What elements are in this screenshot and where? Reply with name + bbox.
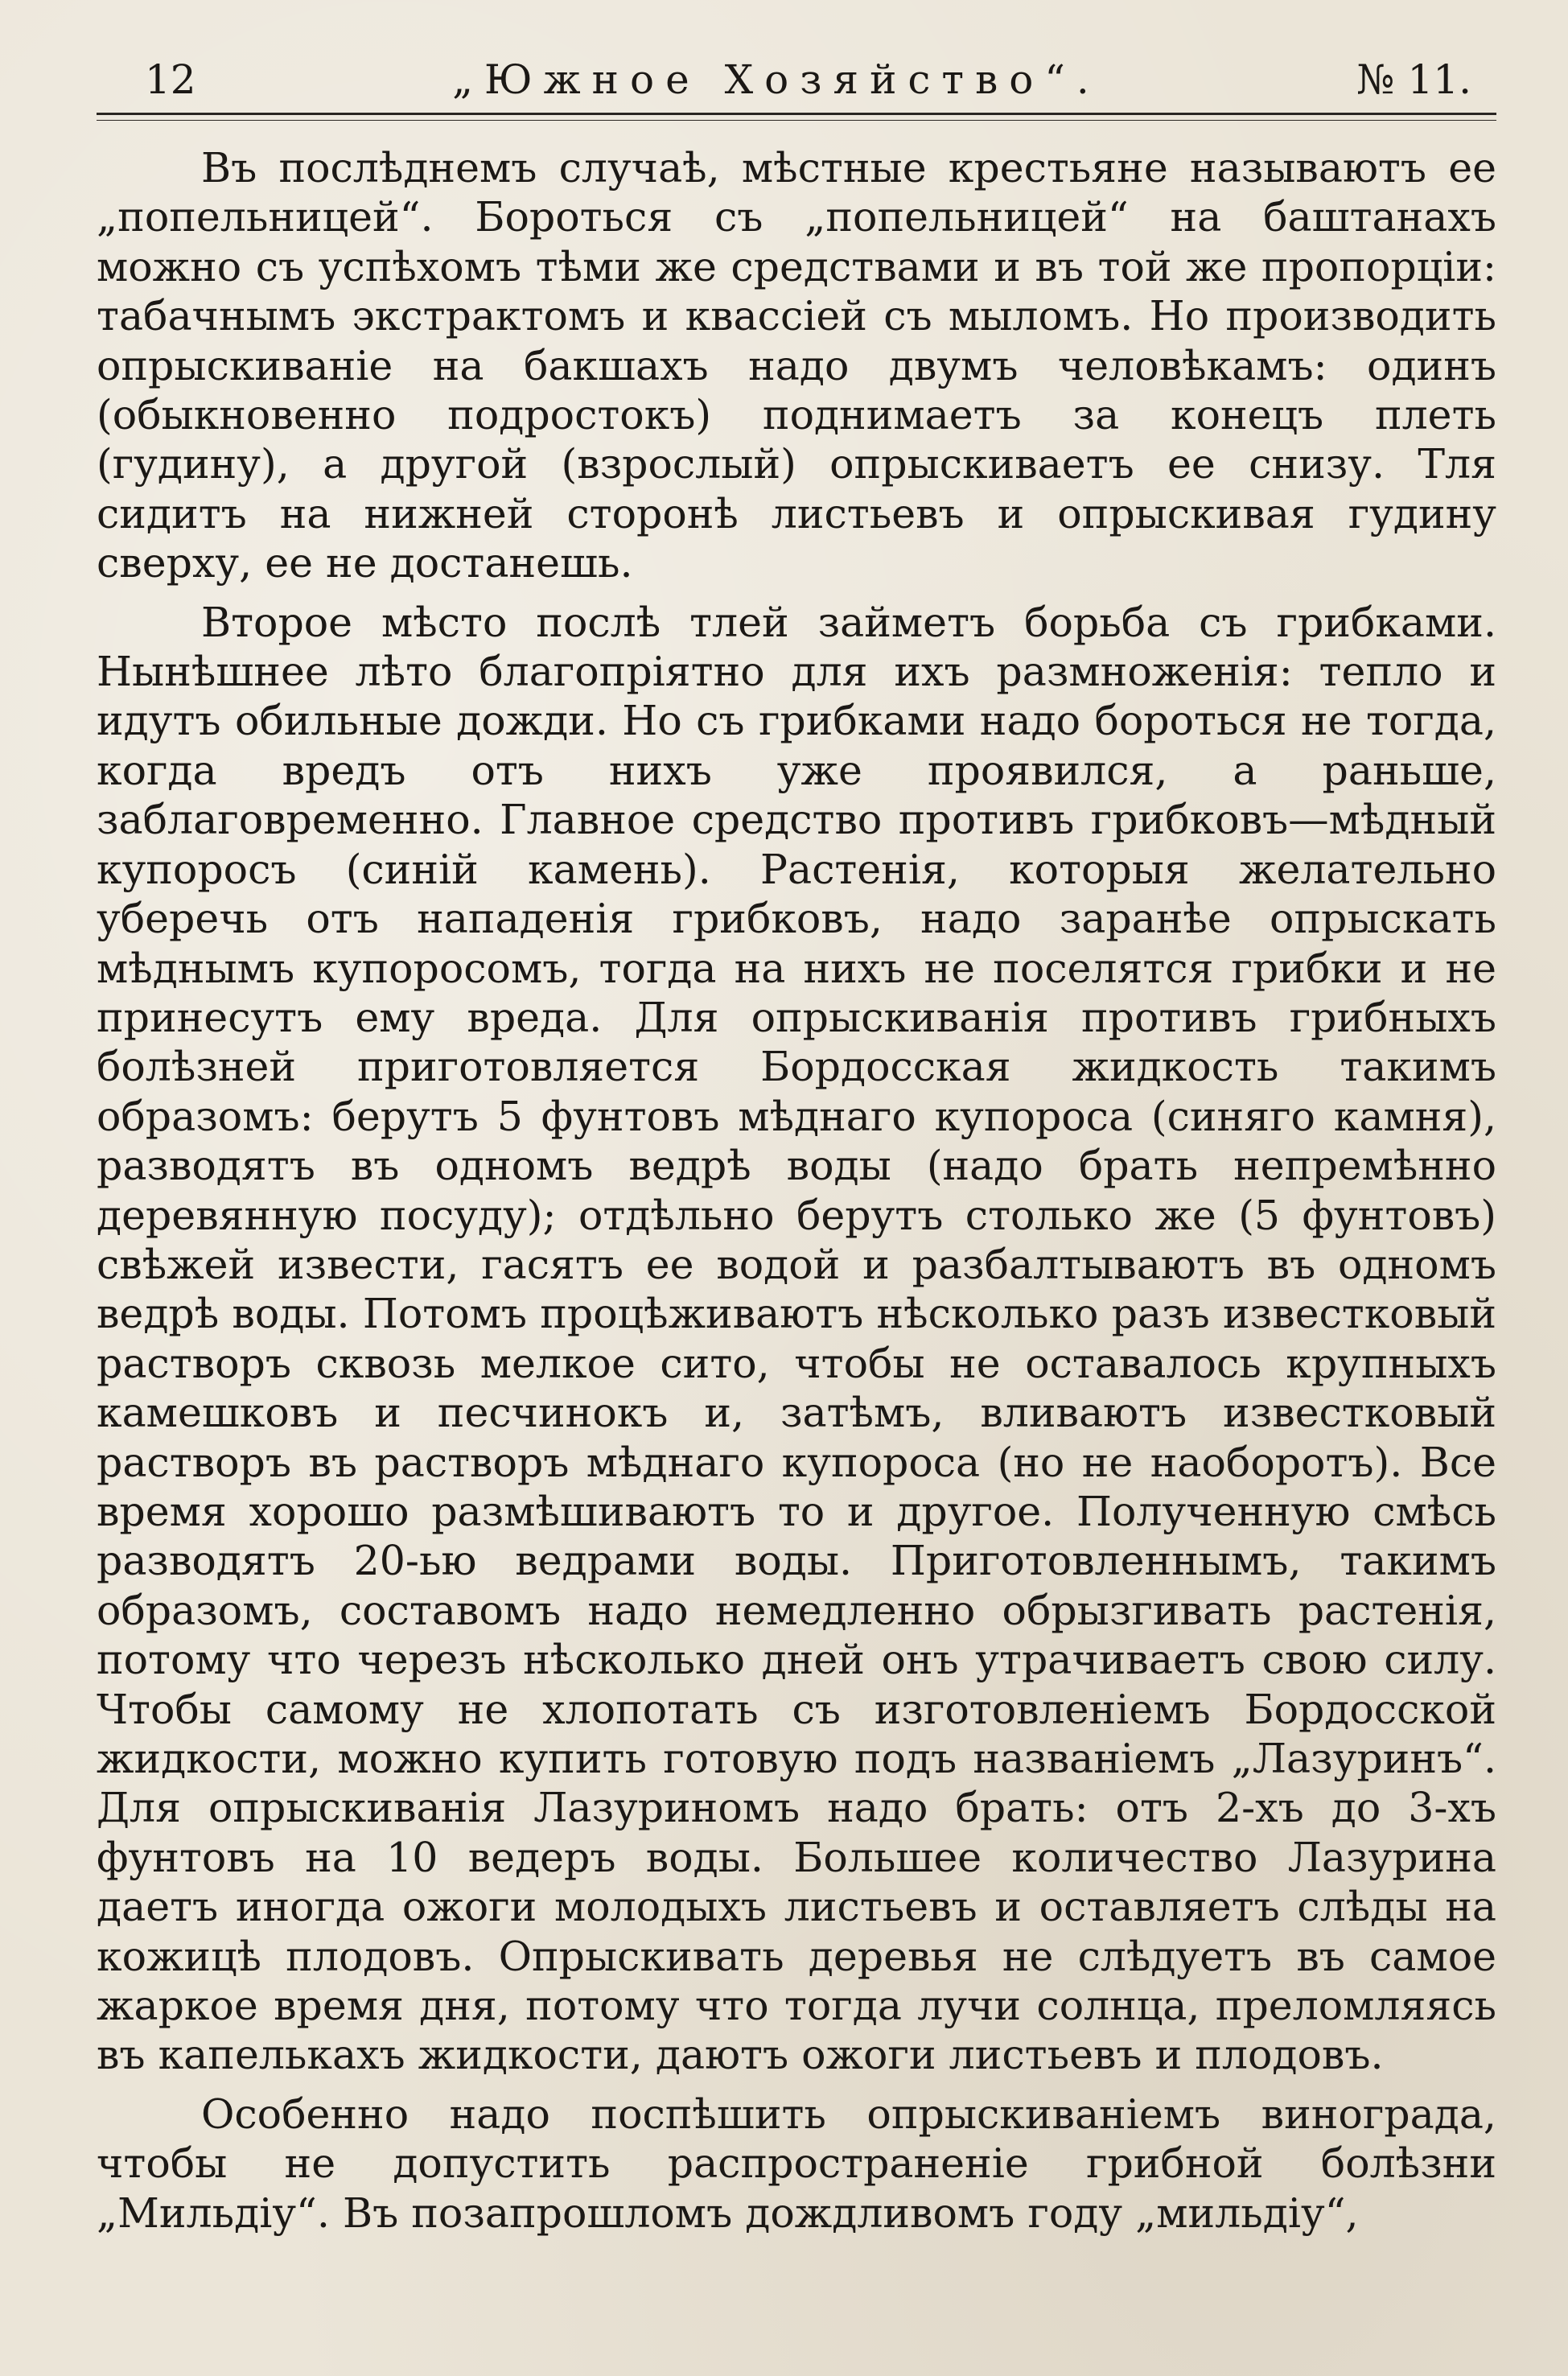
running-header xyxy=(97,48,1496,111)
paragraph: Въ послѣднемъ случаѣ, мѣстные крестьяне называютъ ее „попельницей“. Бороться съ „попельницей“ на баштанахъ можно съ успѣхомъ тѣми же средствами и въ той же пропорціи: табачнымъ экстрактомъ и квассіей съ мыломъ. Но производить опрыскиваніе на бакшахъ надо двумъ человѣкамъ: одинъ (обыкновенно подростокъ) поднимаетъ за конецъ плеть (гудину), а другой (взрослый) опрыскиваетъ ее снизу. Тля сидитъ на нижней сторонѣ листьевъ и опрыскивая гудину сверху, ее не достанешь. xyxy=(97,144,1496,587)
header-rule xyxy=(97,113,1496,121)
journal-title: „Южное Хозяйство“. xyxy=(452,56,1101,103)
article-body xyxy=(97,143,1496,2238)
paragraph: Особенно надо поспѣшить опрыскиваніемъ винограда, чтобы не допустить распространеніе грибной болѣзни „Мильдіу“. Въ позапрошломъ дождливомъ году „мильдіу“, xyxy=(97,2090,1496,2237)
issue-number: № 11. xyxy=(1356,56,1471,103)
paragraph: Второе мѣсто послѣ тлей займетъ борьба съ грибками. Нынѣшнее лѣто благопріятно для ихъ размноженія: тепло и идутъ обильные дожди. Но съ грибками надо бороться не тогда, когда вредъ отъ нихъ уже проявился, а раньше, заблаговременно. Главное средство противъ грибковъ—мѣдный купоросъ (синій камень). Растенія, которыя желательно уберечь отъ нападенія грибковъ, надо заранѣе опрыскать мѣднымъ купоросомъ, тогда на нихъ не поселятся грибки и не принесутъ ему вреда. Для опрыскиванія противъ грибныхъ болѣзней приготовляется Бордосская жидкость такимъ образомъ: берутъ 5 фунтовъ мѣднаго купороса (синяго камня), разводятъ въ одномъ ведрѣ воды (надо брать непремѣнно деревянную посуду); отдѣльно берутъ столько же (5 фунтовъ) свѣжей извести, гасятъ ее водой и разбалтываютъ въ одномъ ведрѣ воды. Потомъ процѣживаютъ нѣсколько разъ известковый растворъ сквозь мелкое сито, чтобы не оставалось крупныхъ камешковъ и песчинокъ и, затѣмъ, вливаютъ известковый растворъ въ растворъ мѣднаго купороса (но не наоборотъ). Все время хорошо размѣшиваютъ то и другое. Полученную смѣсь разводятъ 20-ью ведрами воды. Приготовленнымъ, такимъ образомъ, составомъ надо немедленно обрызгивать растенія, потому что черезъ нѣсколько дней онъ утрачиваетъ свою силу. Чтобы самому не хлопотать съ изготовленіемъ Бордосской жидкости, можно купить готовую подъ названіемъ „Лазуринъ“. Для опрыскиванія Лазуриномъ надо брать: отъ 2-хъ до 3-хъ фунтовъ на 10 ведеръ воды. Большее количество Лазурина даетъ иногда ожоги молодыхъ листьевъ и оставляетъ слѣды на кожицѣ плодовъ. Опрыскивать деревья не слѣдуетъ въ самое жаркое время дня, потому что тогда лучи солнца, преломляясь въ капелькахъ жидкости, даютъ ожоги листьевъ и плодовъ. xyxy=(97,598,1496,2079)
page-number: 12 xyxy=(145,56,196,103)
